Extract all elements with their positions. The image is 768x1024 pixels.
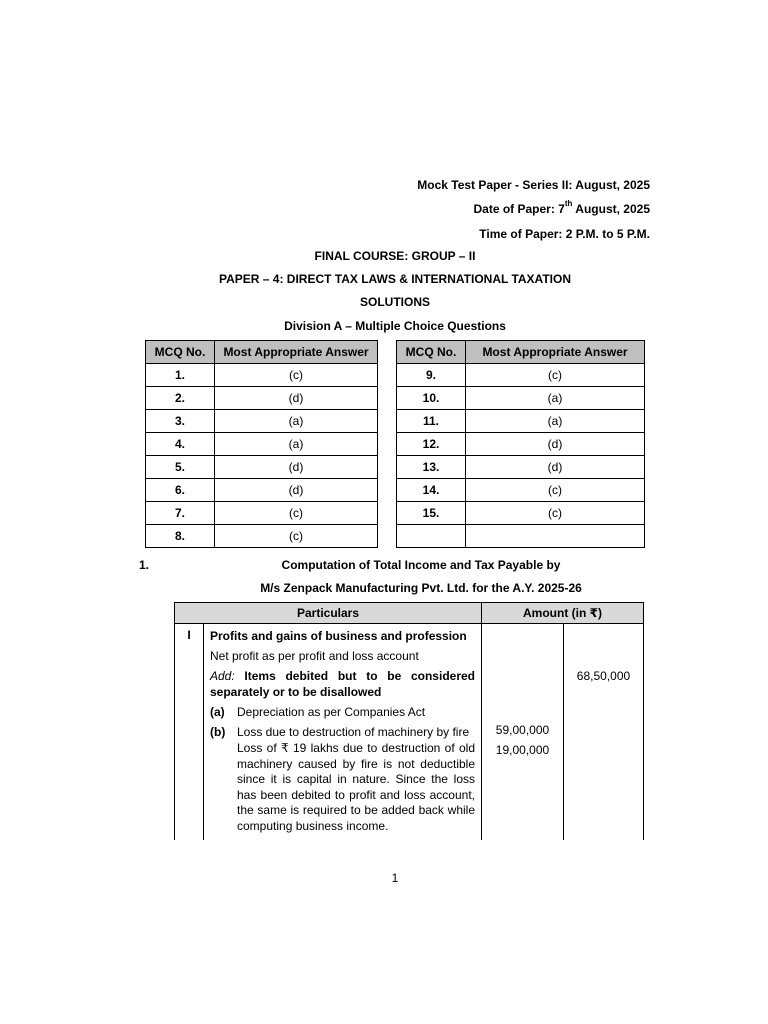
mcq-number: 13. — [397, 456, 466, 479]
mcq-answer: (a) — [215, 410, 378, 433]
mcq-answer — [466, 525, 645, 548]
mcq-number: 12. — [397, 433, 466, 456]
mcq-number: 7. — [146, 502, 215, 525]
amount-inner-column — [482, 624, 564, 841]
mcq-row — [397, 364, 645, 387]
mcq-row — [397, 387, 645, 410]
mcq-answer: (c) — [215, 364, 378, 387]
mcq-number: 11. — [397, 410, 466, 433]
item-b — [210, 724, 475, 834]
series-title: Mock Test Paper - Series II: August, 2025 — [417, 178, 650, 192]
mcq-number: 14. — [397, 479, 466, 502]
mcq-no-header: MCQ No. — [146, 341, 215, 364]
mcq-number: 4. — [146, 433, 215, 456]
mcq-number: 5. — [146, 456, 215, 479]
item-b-note: Loss of ₹ 19 lakhs due to destruction of old machinery caused by fire is not deductible since it is capital in nature. Since the loss has been debited to profit and loss account, the same is required to be added back while computing business income. — [237, 741, 475, 833]
mcq-number — [397, 525, 466, 548]
mcq-no-header: MCQ No. — [397, 341, 466, 364]
particulars-header: Particulars — [175, 603, 482, 624]
mcq-row — [397, 410, 645, 433]
answer-header: Most Appropriate Answer — [466, 341, 645, 364]
time-of-paper: Time of Paper: 2 P.M. to 5 P.M. — [479, 227, 650, 241]
mcq-answer: (a) — [466, 387, 645, 410]
mcq-number: 15. — [397, 502, 466, 525]
mcq-row — [146, 456, 378, 479]
mcq-number: 8. — [146, 525, 215, 548]
mcq-table-right — [396, 340, 645, 548]
particulars-cell — [204, 624, 482, 841]
item-a-amount: 59,00,000 — [495, 723, 550, 737]
mcq-answer: (c) — [466, 502, 645, 525]
mcq-row — [397, 502, 645, 525]
course-title: FINAL COURSE: GROUP – II — [314, 249, 476, 263]
mcq-number: 3. — [146, 410, 215, 433]
page-number: 1 — [391, 871, 399, 885]
add-items-heading: Add: Items debited but to be considered separately or to be disallowed — [210, 669, 475, 699]
mcq-answer: (c) — [215, 525, 378, 548]
mcq-answer: (d) — [215, 479, 378, 502]
item-a-text: Depreciation as per Companies Act — [237, 705, 426, 719]
item-b-body — [237, 724, 475, 834]
amount-header: Amount (in ₹) — [482, 603, 644, 624]
computation-heading-line1: Computation of Total Income and Tax Payable by — [281, 558, 561, 572]
mcq-number: 9. — [397, 364, 466, 387]
item-a-label: (a) — [210, 705, 225, 719]
net-profit-label: Net profit as per profit and loss account — [210, 649, 419, 663]
mcq-row — [146, 502, 378, 525]
mcq-number: 10. — [397, 387, 466, 410]
mcq-answer: (c) — [466, 364, 645, 387]
date-of-paper: Date of Paper: 7th August, 2025 — [473, 199, 650, 216]
amount-outer-column — [564, 624, 644, 841]
question-number: 1. — [139, 558, 150, 572]
computation-heading-line2: M/s Zenpack Manufacturing Pvt. Ltd. for the A.Y. 2025-26 — [260, 581, 582, 595]
mcq-answer: (c) — [215, 502, 378, 525]
section-title: Profits and gains of business and profession — [210, 629, 467, 643]
solutions-title: SOLUTIONS — [359, 295, 430, 309]
mcq-row — [146, 410, 378, 433]
item-a — [210, 704, 475, 720]
item-b-text: Loss due to destruction of machinery by fire — [237, 725, 470, 739]
mcq-answer: (d) — [466, 456, 645, 479]
mcq-answer: (d) — [215, 456, 378, 479]
mcq-row — [146, 364, 378, 387]
answer-header: Most Appropriate Answer — [215, 341, 378, 364]
mcq-table-left — [145, 340, 378, 548]
mcq-answer: (d) — [466, 433, 645, 456]
mcq-row — [146, 433, 378, 456]
mcq-number: 6. — [146, 479, 215, 502]
mcq-answer: (d) — [215, 387, 378, 410]
item-b-amount: 19,00,000 — [495, 743, 550, 757]
mcq-number: 2. — [146, 387, 215, 410]
mcq-number: 1. — [146, 364, 215, 387]
division-title: Division A – Multiple Choice Questions — [284, 319, 506, 333]
mcq-row — [146, 525, 378, 548]
mcq-answer: (a) — [466, 410, 645, 433]
section-number: I — [175, 624, 204, 841]
mcq-answer: (a) — [215, 433, 378, 456]
net-profit-amount: 68,50,000 — [576, 669, 631, 683]
mcq-row — [146, 479, 378, 502]
computation-table — [174, 602, 644, 840]
mcq-row — [397, 433, 645, 456]
item-b-label: (b) — [210, 725, 226, 739]
mcq-row — [397, 479, 645, 502]
mcq-row — [397, 456, 645, 479]
mcq-row — [146, 387, 378, 410]
paper-title: PAPER – 4: DIRECT TAX LAWS & INTERNATIONAL TAXATION — [218, 272, 571, 286]
mcq-answer: (c) — [466, 479, 645, 502]
mcq-row — [397, 525, 645, 548]
